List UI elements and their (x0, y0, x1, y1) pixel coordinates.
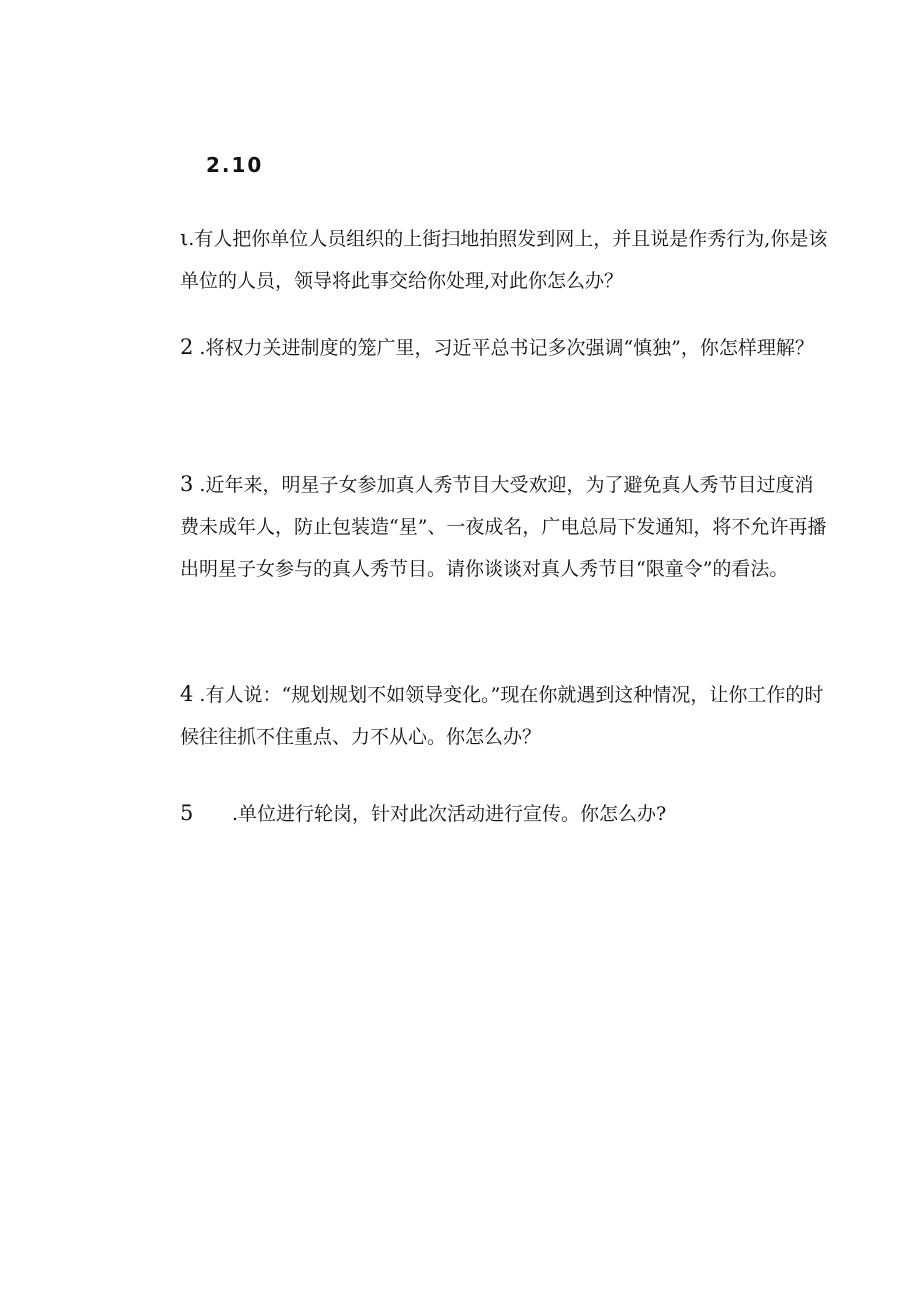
question-3-text: .近年来，明星子女参加真人秀节目大受欢迎，为了避免真人秀节目过度消费未成年人，防止包装造“星”、一夜成名，广电总局下发通知，将不允许再播出明星子女参与的真人秀节目。请你谈谈对真人秀节目“限童令”的看法。 (180, 474, 827, 580)
question-2-number: 2 (180, 335, 194, 359)
question-2 (140, 326, 830, 369)
question-2-text: .将权力关进制度的笼广里，习近平总书记多次强调“慎独”，你怎样理解？ (199, 337, 814, 359)
question-4 (140, 673, 830, 758)
question-4-number: 4 (180, 682, 194, 706)
question-4-text: .有人说：“规划规划不如领导变化。”现在你就遇到这种情况，让你工作的时候往往抓不住重点、力不从心。你怎么办？ (180, 684, 824, 748)
question-1 (140, 217, 830, 302)
question-5-text: .单位进行轮岗，针对此次活动进行宣传。你怎么办? (232, 803, 667, 825)
question-3 (140, 463, 830, 590)
question-5-number: 5 (180, 801, 194, 825)
question-1-number: ι (180, 226, 189, 250)
question-5 (140, 792, 830, 835)
question-3-number: 3 (180, 472, 194, 496)
document-date: 2.10 (206, 153, 264, 177)
question-1-text: .有人把你单位人员组织的上街扫地拍照发到网上，并且说是作秀行为,你是该单位的人员，领导将此事交给你处理,对此你怎么办？ (180, 228, 828, 292)
